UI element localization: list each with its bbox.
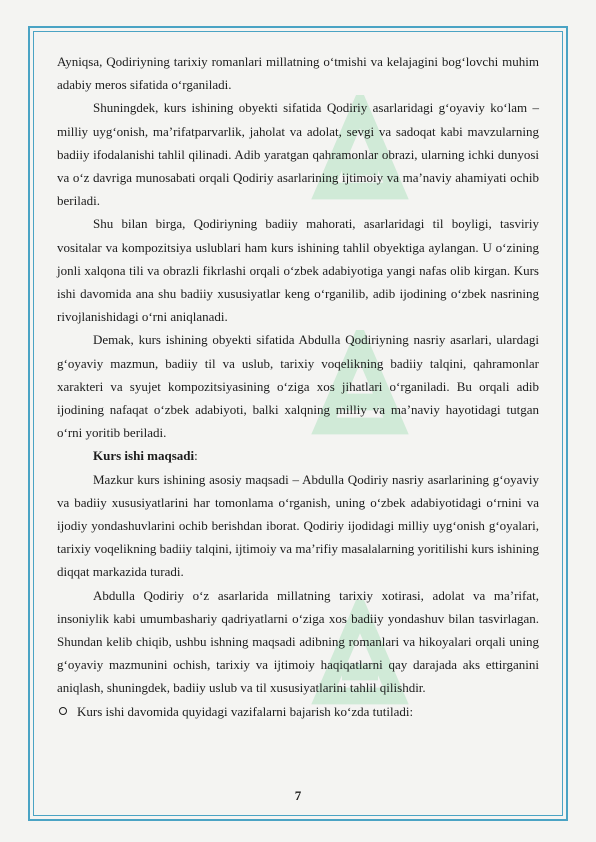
section-heading (57, 444, 539, 467)
paragraph: Mazkur kurs ishining asosiy maqsadi – Abdulla Qodiriy nasriy asarlarining g‘oyaviy va badiiy xususiyatlarini har tomonlama o‘rganish, uning o‘zbek adabiyotidagi o‘rnini va ijodiy yondashuvlarini ochib berishdan iborat. Qodiriy ijodidagi milliy uyg‘onish g‘oyalari, tarixiy voqelikning badiiy talqini, ijtimoiy va ma’rifiy masalalarning yoritilishi kurs ishining diqqat markazida turadi. (57, 471, 539, 580)
section-heading-colon: : (194, 448, 198, 464)
paragraph: Shu bilan birga, Qodiriyning badiiy mahorati, asarlaridagi til boyligi, tasviriy vositalar va kompozitsiya uslublari ham kurs ishining tahlil obyektiga aylangan. U o‘zining jonli xalqona tili va obrazli fikrlashi orqali o‘zbek adabiyotiga yangi nafas olib kirgan. Kurs ishi davomida ana shu badiiy xususiyatlar keng o‘rganilib, adib ijodining o‘zbek nasrining rivojlanishidagi o‘rni aniqlanadi. (57, 216, 539, 325)
page-number: 7 (294, 788, 302, 803)
bullet-text: Kurs ishi davomida quyidagi vazifalarni bajarish ko‘zda tutiladi: (77, 703, 414, 719)
bullet-item (57, 700, 539, 723)
body-text (57, 50, 539, 723)
paragraph: Demak, kurs ishining obyekti sifatida Abdulla Qodiriyning nasriy asarlari, ulardagi g‘oyaviy mazmun, badiiy til va uslub, tarixiy voqelikning badiiy talqini, qahramonlar xarakteri va syujet kompozitsiyasining o‘ziga xos jihatlari o‘rganiladi. Bu orqali adib ijodining nafaqat o‘zbek adabiyoti, balki xalqning milliy va ma’naviy hayotidagi tutgan o‘rni yoritib beriladi. (57, 332, 539, 441)
paragraph: Shuningdek, kurs ishining obyekti sifatida Qodiriy asarlaridagi g‘oyaviy ko‘lam – milliy uyg‘onish, ma’rifatparvarlik, jaholat va adolat, sevgi va sadoqat kabi mavzularning badiiy ifodalanishi tahlil qilinadi. Adib yaratgan qahramonlar obrazi, ularning ichki dunyosi va o‘z davriga munosabati orqali Qodiriy asarlarining ijtimoiy va ma’naviy ahamiyati ochib beriladi. (57, 100, 539, 209)
section-heading-label: Kurs ishi maqsadi (93, 448, 195, 464)
paragraph: Abdulla Qodiriy o‘z asarlarida millatning tarixiy xotirasi, adolat va ma’rifat, insoniylik kabi umumbashariy qadriyatlarni o‘ziga xos badiiy yondashuv bilan tasvirlagan. Shundan kelib chiqib, ushbu ishning maqsadi adibning romanlari va hikoyalari orqali uning g‘oyaviy mazmunini ochish, tarixiy va ijtimoiy haqiqatlarni qay darajada aks ettirganini aniqlash, shuningdek, badiiy uslub va til xususiyatlarini tahlil qilishdir. (57, 587, 539, 696)
paragraph: Ayniqsa, Qodiriyning tarixiy romanlari millatning o‘tmishi va kelajagini bog‘lovchi muhim adabiy meros sifatida o‘rganiladi. (57, 54, 539, 93)
bullet-circle-icon (59, 707, 67, 715)
